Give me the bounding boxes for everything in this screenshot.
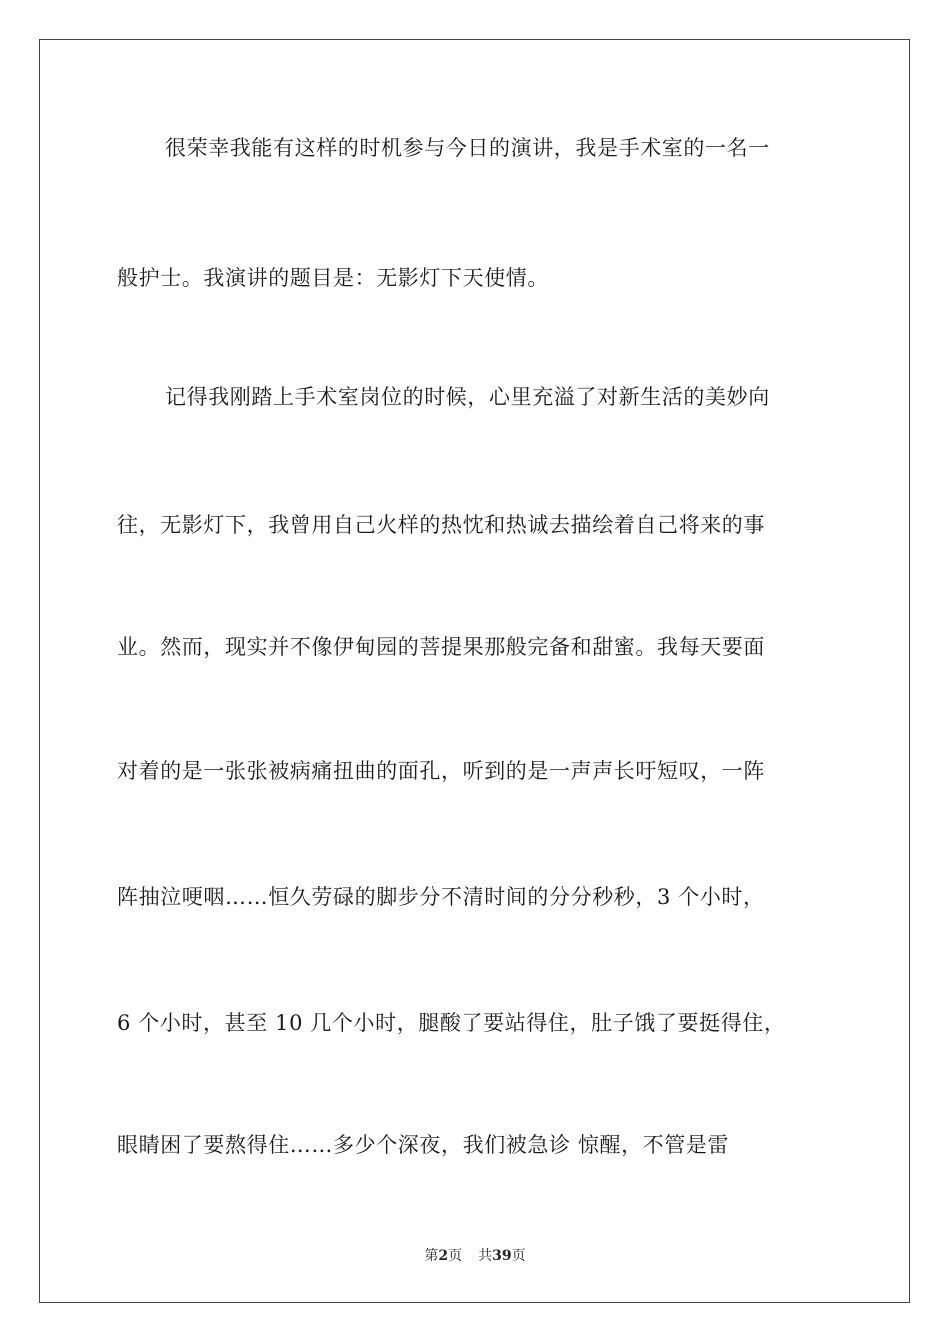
total-pages: 39 xyxy=(492,1248,512,1264)
paragraph-2-line-3: 业。然而，现实并不像伊甸园的菩提果那般完备和甜蜜。我每天要面 xyxy=(117,635,765,659)
paragraph-2-line-6: 6 个小时，甚至 10 几个小时，腿酸了要站得住，肚子饿了要挺得住， xyxy=(117,1011,786,1035)
paragraph-2-line-5: 阵抽泣哽咽……恒久劳碌的脚步分不清时间的分分秒秒，3 个小时， xyxy=(117,885,765,909)
paragraph-2-line-1: 记得我刚踏上手术室岗位的时候，心里充溢了对新生活的美妙向 xyxy=(165,385,770,409)
total-prefix: 共 xyxy=(478,1248,493,1264)
page-number: 2 xyxy=(438,1248,449,1264)
page-footer xyxy=(0,1246,950,1266)
paragraph-1-line-2: 般护士。我演讲的题目是：无影灯下天使情。 xyxy=(117,266,549,290)
paragraph-2-line-7: 眼睛困了要熬得住……多少个深夜，我们被急诊 惊醒，不管是雷 xyxy=(117,1133,730,1157)
page-prefix: 第 xyxy=(424,1248,439,1264)
paragraph-2-line-2: 往，无影灯下，我曾用自己火样的热忱和热诚去描绘着自己将来的事 xyxy=(117,513,765,537)
paragraph-2-line-4: 对着的是一张张被病痛扭曲的面孔，听到的是一声声长吁短叹，一阵 xyxy=(117,759,765,783)
paragraph-1-line-1: 很荣幸我能有这样的时机参与今日的演讲，我是手术室的一名一 xyxy=(165,136,770,160)
page-suffix: 页 xyxy=(448,1248,463,1264)
total-suffix: 页 xyxy=(511,1248,526,1264)
page-border xyxy=(39,39,910,1303)
